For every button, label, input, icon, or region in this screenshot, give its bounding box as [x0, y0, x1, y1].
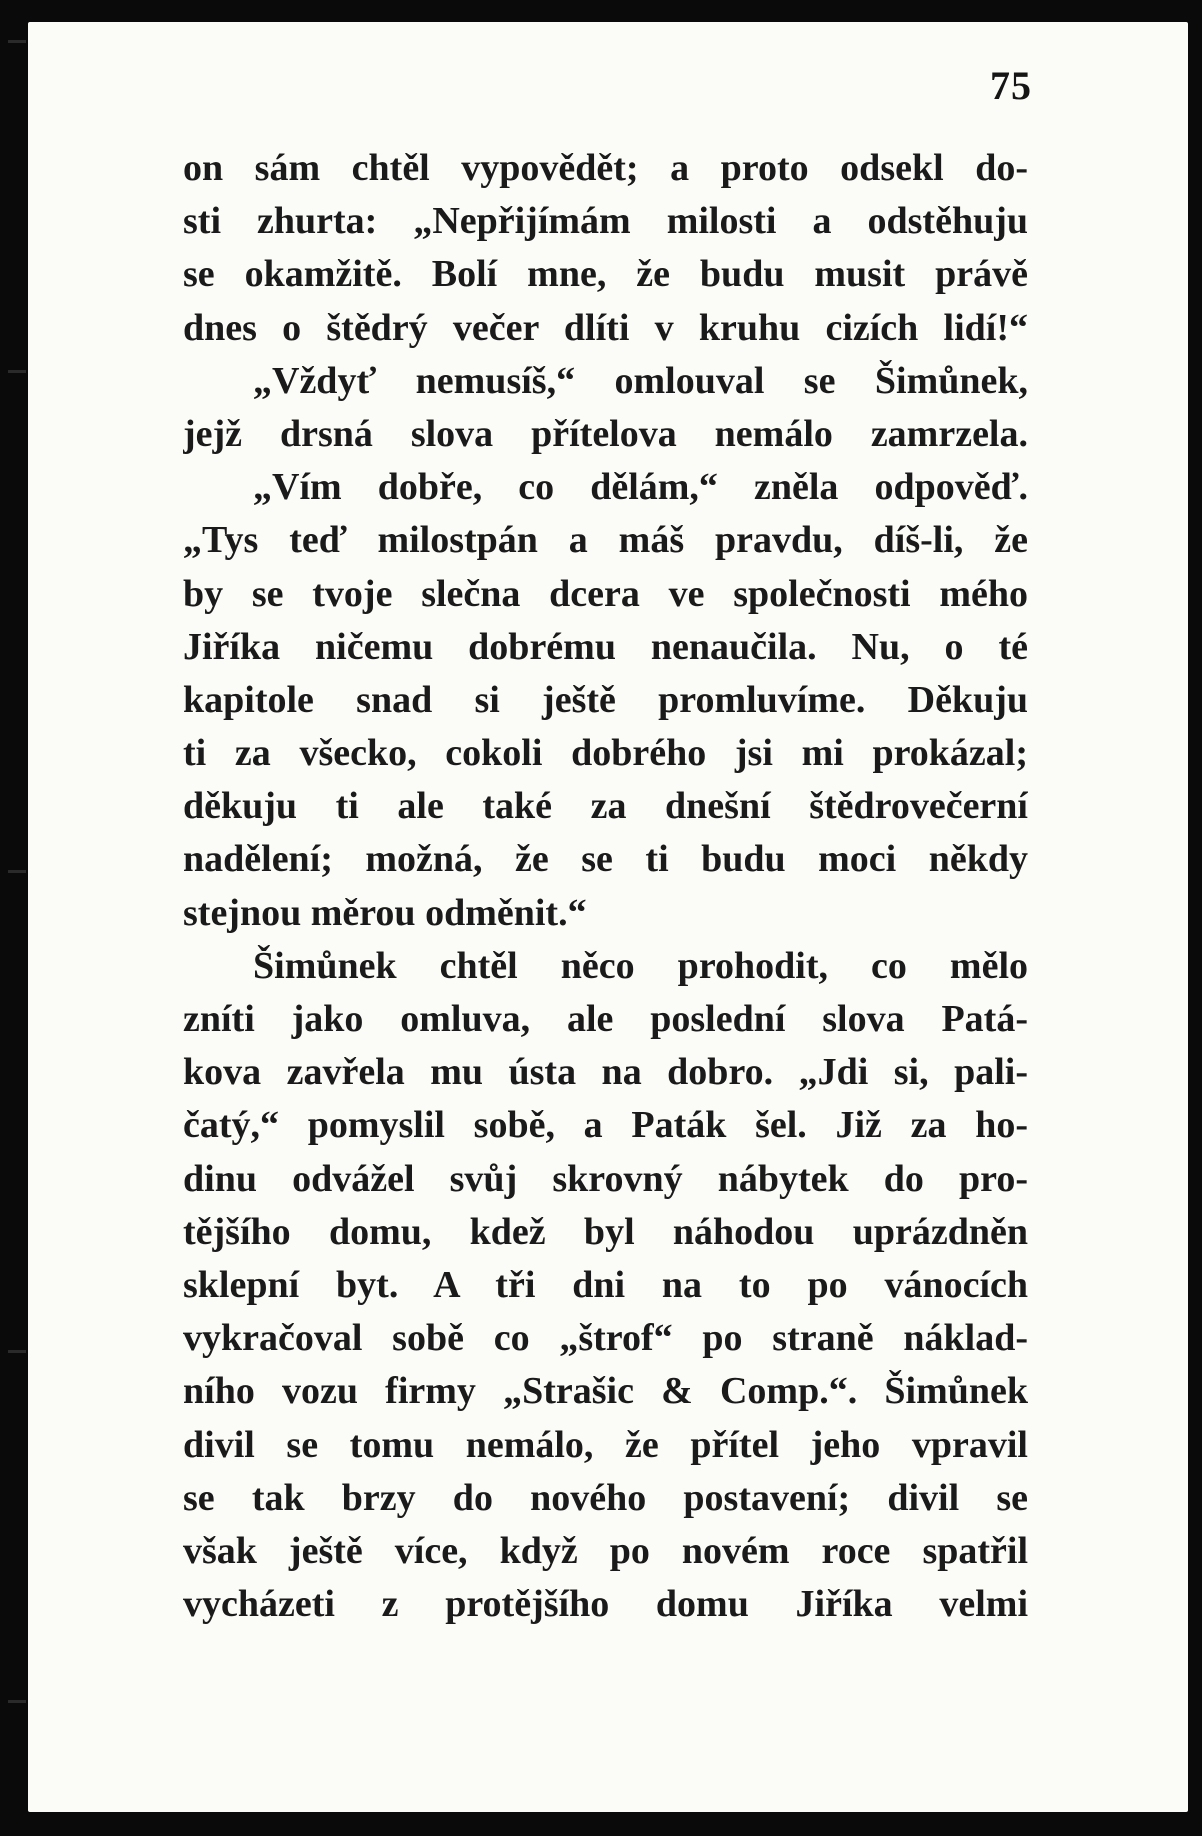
text-line: tějšího domu, kdež byl náhodou uprázdněn	[183, 1210, 1028, 1253]
text-line: však ještě více, když po novém roce spatřil	[183, 1529, 1028, 1572]
text-line: „Vím dobře, co dělám,“ zněla odpověď.	[253, 466, 1028, 509]
text-line: děkuju ti ale také za dnešní štědrovečerní	[183, 785, 1028, 828]
text-line: dinu odvážel svůj skrovný nábytek do pro-	[183, 1157, 1028, 1200]
text-line: ti za všecko, cokoli dobrého jsi mi prokázal;	[183, 732, 1028, 775]
text-line: „Vždyť nemusíš,“ omlouval se Šimůnek,	[253, 359, 1028, 402]
text-line: divil se tomu nemálo, že přítel jeho vpravil	[183, 1423, 1028, 1466]
binding-mark	[8, 40, 26, 43]
text-line: vycházeti z protějšího domu Jiříka velmi	[183, 1583, 1028, 1626]
text-line: sti zhurta: „Nepřijímám milosti a odstěhuju	[183, 200, 1028, 243]
binding-mark	[8, 1350, 26, 1353]
text-line: se tak brzy do nového postavení; divil se	[183, 1476, 1028, 1519]
binding-mark	[8, 870, 26, 873]
book-binding-edge	[0, 0, 28, 1836]
text-line: nadělení; možná, že se ti budu moci někdy	[183, 838, 1028, 881]
text-line: Jiříka ničemu dobrému nenaučila. Nu, o té	[183, 625, 1028, 668]
text-line: by se tvoje slečna dcera ve společnosti mého	[183, 572, 1028, 615]
text-line: sklepní byt. A tři dni na to po vánocích	[183, 1263, 1028, 1306]
text-line: Šimůnek chtěl něco prohodit, co mělo	[253, 944, 1028, 987]
page-number: 75	[990, 63, 1032, 108]
text-line: kova zavřela mu ústa na dobro. „Jdi si, pali-	[183, 1051, 1028, 1094]
text-line: „Tys teď milostpán a máš pravdu, díš-li, že	[183, 519, 1028, 562]
body-text	[183, 142, 1028, 1631]
text-line: kapitole snad si ještě promluvíme. Děkuju	[183, 678, 1028, 721]
text-line: stejnou měrou odměnit.“	[183, 891, 587, 934]
text-line: on sám chtěl vypovědět; a proto odsekl do-	[183, 147, 1028, 189]
binding-mark	[8, 370, 26, 373]
text-line: jejž drsná slova přítelova nemálo zamrzela.	[183, 412, 1028, 455]
binding-mark	[8, 1700, 26, 1703]
text-line: dnes o štědrý večer dlíti v kruhu cizích lidí!“	[183, 306, 1028, 349]
text-line: zníti jako omluva, ale poslední slova Patá-	[183, 998, 1028, 1040]
text-line: se okamžitě. Bolí mne, že budu musit právě	[183, 253, 1028, 296]
text-line: ního vozu firmy „Strašic & Comp.“. Šimůnek	[183, 1370, 1028, 1413]
text-line: vykračoval sobě co „štrof“ po straně náklad-	[183, 1317, 1028, 1360]
text-line: čatý,“ pomyslil sobě, a Paták šel. Již za ho-	[183, 1104, 1028, 1147]
